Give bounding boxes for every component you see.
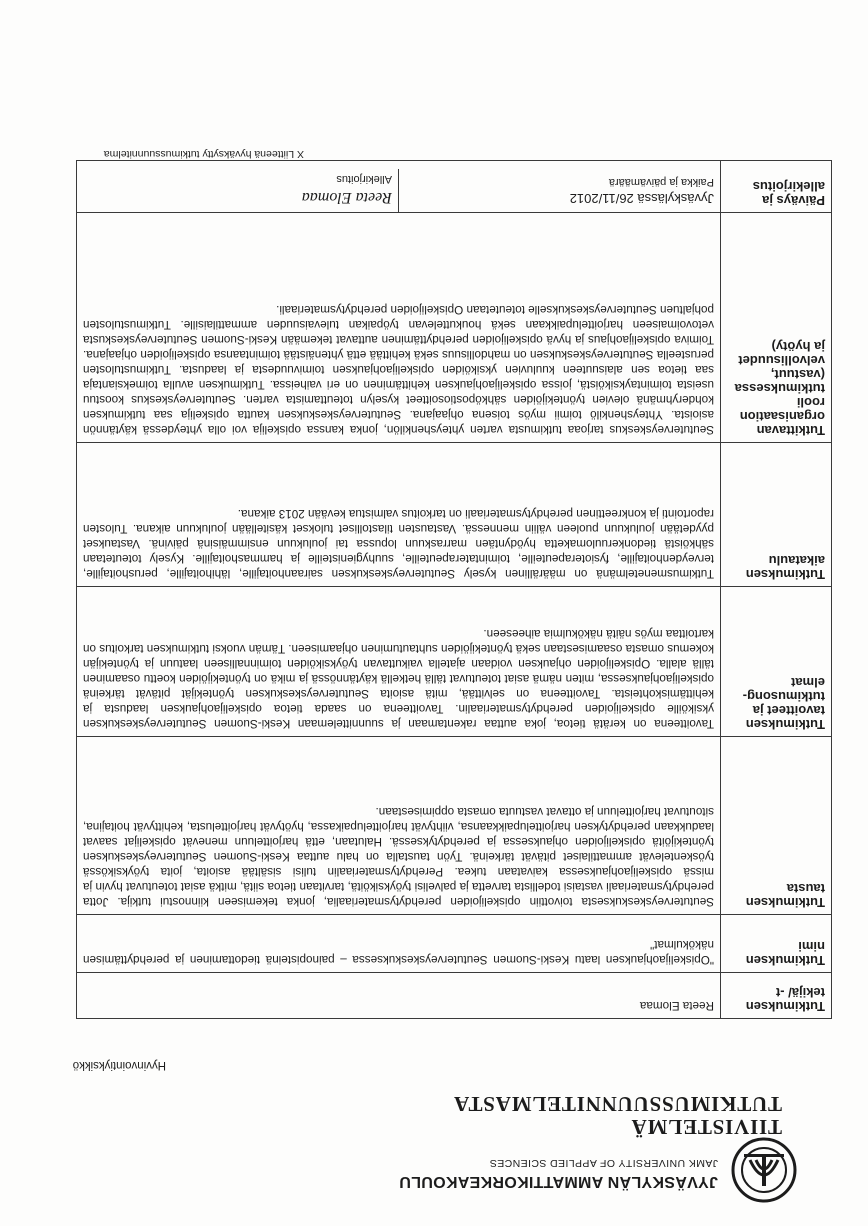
document-title xyxy=(453,1092,782,1138)
signature-cell xyxy=(77,161,721,213)
date-value: Jyväskylässä 26/11/2012 xyxy=(569,191,714,206)
row-content-authors: Reeta Elomaa xyxy=(77,973,721,1019)
title-line-2: TUTKIMUSSUUNNITELMASTA xyxy=(453,1092,782,1116)
row-content-goals: Tavoitteena on kerätä tietoa, joka auttaa rakentamaan ja suunnittelemaan Keski-Suomen Seututerveyskeskuksen yksiköille opiskelijoiden perehdytysmateriaalin. Tavoitteena on saada tietoa opiskelijaohjauksen laadusta ja kehittämiskohteista. Tavoitteena on selvittää, mitä asioita Seututerveyskeskuksen työntekijät pitävät tärkeinä opiskelijaohjauksessa, miten nämä asiat toteutuvat tällä hetkellä käytännössä ja mikä on työntekijöiden koettu osaaminen tällä alalla. Opiskelijoiden ohjauksen voidaan ajatella vaikuttavan työyksiköiden toiminnalliseen laatuun ja työntekijän kokemus omasta osaamisestaan sekä työntekijöiden suhtautuminen ohjaamiseen. Tämän vuoksi tutkimuksen tarkoitus on kartoittaa myös näitä näkökulmia aiheeseen. xyxy=(77,587,721,737)
date-cell xyxy=(399,169,721,212)
jamk-logo-icon xyxy=(730,1136,798,1204)
title-line-1: TIIVISTELMÄ xyxy=(630,1115,782,1139)
signature-caption: Allekirjoitus xyxy=(336,173,392,185)
summary-table xyxy=(76,160,832,1019)
school-header xyxy=(399,1157,718,1190)
row-label-title: Tutkimuksen nimi xyxy=(721,915,832,973)
table-row xyxy=(77,973,832,1019)
row-label-organisation: Tutkittavan organisaation rooli tutkimuksessa (vastuut, velvollisuudet ja hyöty) xyxy=(721,213,832,443)
row-label-goals: Tutkimuksen tavoitteet ja tutkimusong-elmat xyxy=(721,587,832,737)
row-label-authors: Tutkimuksen tekijä/ -t xyxy=(721,973,832,1019)
row-content-title: "Opiskelijaohjauksen laatu Keski-Suomen Seututerveyskeskuksessa – painopisteinä tiedottaminen ja perehdyttämisen näkökulmat" xyxy=(77,915,721,973)
row-content-organisation: Seututerveyskeskus tarjoaa tutkimusta varten yhteyshenkilön, jonka kanssa opiskelija voi olla yhteydessä käytännön asioista. Yhteyshenkilö toimii myös toisena ohjaajana. Seututerveyskeskuksen kautta opiskelija saa tutkimuksen kohderyhmänä olevien työntekijöiden sähköpostiosoitteet kyselyn toteuttamista varten. Seututerveyskeskus koostuu useista toimintayksiköistä, joissa opiskelijaohjauksen kehittäminen on eri vaiheissa. Tutkimuksen avulla toimeksiantaja saa tietoa sen alaisuuteen kuuluvien yksiköiden opiskelijaohjauksen toimivuudesta ja laadusta. Tutkimustulosten perusteella Seututerveyskeskuksen on mahdollisuus sekä kehittää että yhtenäistää toimintaansa opiskelijoiden ohjaajana. Toimiva opiskelijaohjaus ja hyvä opiskelijoiden perehdyttäminen auttavat tekemään Keski-Suomen Seututerveyskeskusta vetovoimaiseen harjoittelupaikkaan sekä houkuttelevan työpaikan tulevaisuuden ammattilaisille. Tutkimustulosten pohjaltuen Seututerveyskeskukselle toteutetaan Opiskelijoiden perehdytysmateriaali. xyxy=(77,213,721,443)
attachment-note: X Liitteenä hyväksytty tutkimussuunnitelma xyxy=(103,148,304,160)
row-label-background: Tutkimuksen tausta xyxy=(721,737,832,915)
row-content-background: Seututerveyskeskuksesta toivottiin opiskelijoiden perehdytysmateriaalia, jonka tekemiseen kiinnostui tutkija. Jotta perehdytysmateriaali vastaisi todellista tarvetta ja palvelisi työyksiköitä, tarvitaan tietoa siitä, mitkä asiat toteutuvat hyvin ja missä opiskelijaohjauksessa kaivataan tukea. Perehdytysmateriaalin tulisi sisältää asioita, joita työyksikössä työskentelevät ammattilaiset pitävät tärkeinä. Työn taustalla on halu auttaa Keski-Suomen Seututerveyskeskuksen työntekijöitä opiskelijoiden ohjauksessa ja perehdytyksessä. Halutaan, että harjoitteluun menevät opiskelijat saavat laadukkaan perehdytyksen harjoittelupaikkaansa, viihtyvät harjoittelupaikassa, hyötyvät harjoittelusta, kehittyvät hoitajina, sitoutuvat harjoitteluun ja ottavat vastuuta omasta oppimisestaan. xyxy=(77,737,721,915)
row-label-signature: Päiväys ja allekirjoitus xyxy=(721,161,832,213)
signature-table xyxy=(77,169,720,212)
row-label-schedule: Tutkimuksen aikataulu xyxy=(721,443,832,587)
school-subtitle: JAMK UNIVERSITY OF APPLIED SCIENCES xyxy=(489,1157,718,1169)
table-row xyxy=(77,443,832,587)
date-caption: Paikka ja päivämäärä xyxy=(608,176,714,188)
table-row xyxy=(77,915,832,973)
handwritten-signature: Reeta Elomaa xyxy=(301,189,392,206)
table-row xyxy=(77,161,832,213)
school-name: JYVÄSKYLÄN AMMATTIKORKEAKOULU xyxy=(399,1173,718,1190)
signature-box xyxy=(77,169,399,212)
table-row xyxy=(77,213,832,443)
department-name: Hyvinvointiyksikkö xyxy=(72,1059,166,1071)
row-content-schedule: Tutkimusmenetelmänä on määrällinen kysely Seututerveyskeskuksen sairaanhoitajille, lähihoitajille, perushoitajille, terveydenhoitajille, fysioterapeuteille, toimintaterapeuteille, suuhygienisteille ja hammashoitajille. Kysely toteutetaan sähköistä tiedonkeruulomaketta hyödyntäen marraskuun lopussa tai joulukuun ensimmäisinä päivinä. Vastaukset pyydetään joulukuun puoleen väliin mennessä. Vastausten tilastolliset tulokset käsitellään joulukuun aikana. Tulosten raportointi ja konkreettinen perehdytysmateriaali on tarkoitus valmistua kevään 2013 aikana. xyxy=(77,443,721,587)
table-row xyxy=(77,737,832,915)
table-row xyxy=(77,587,832,737)
